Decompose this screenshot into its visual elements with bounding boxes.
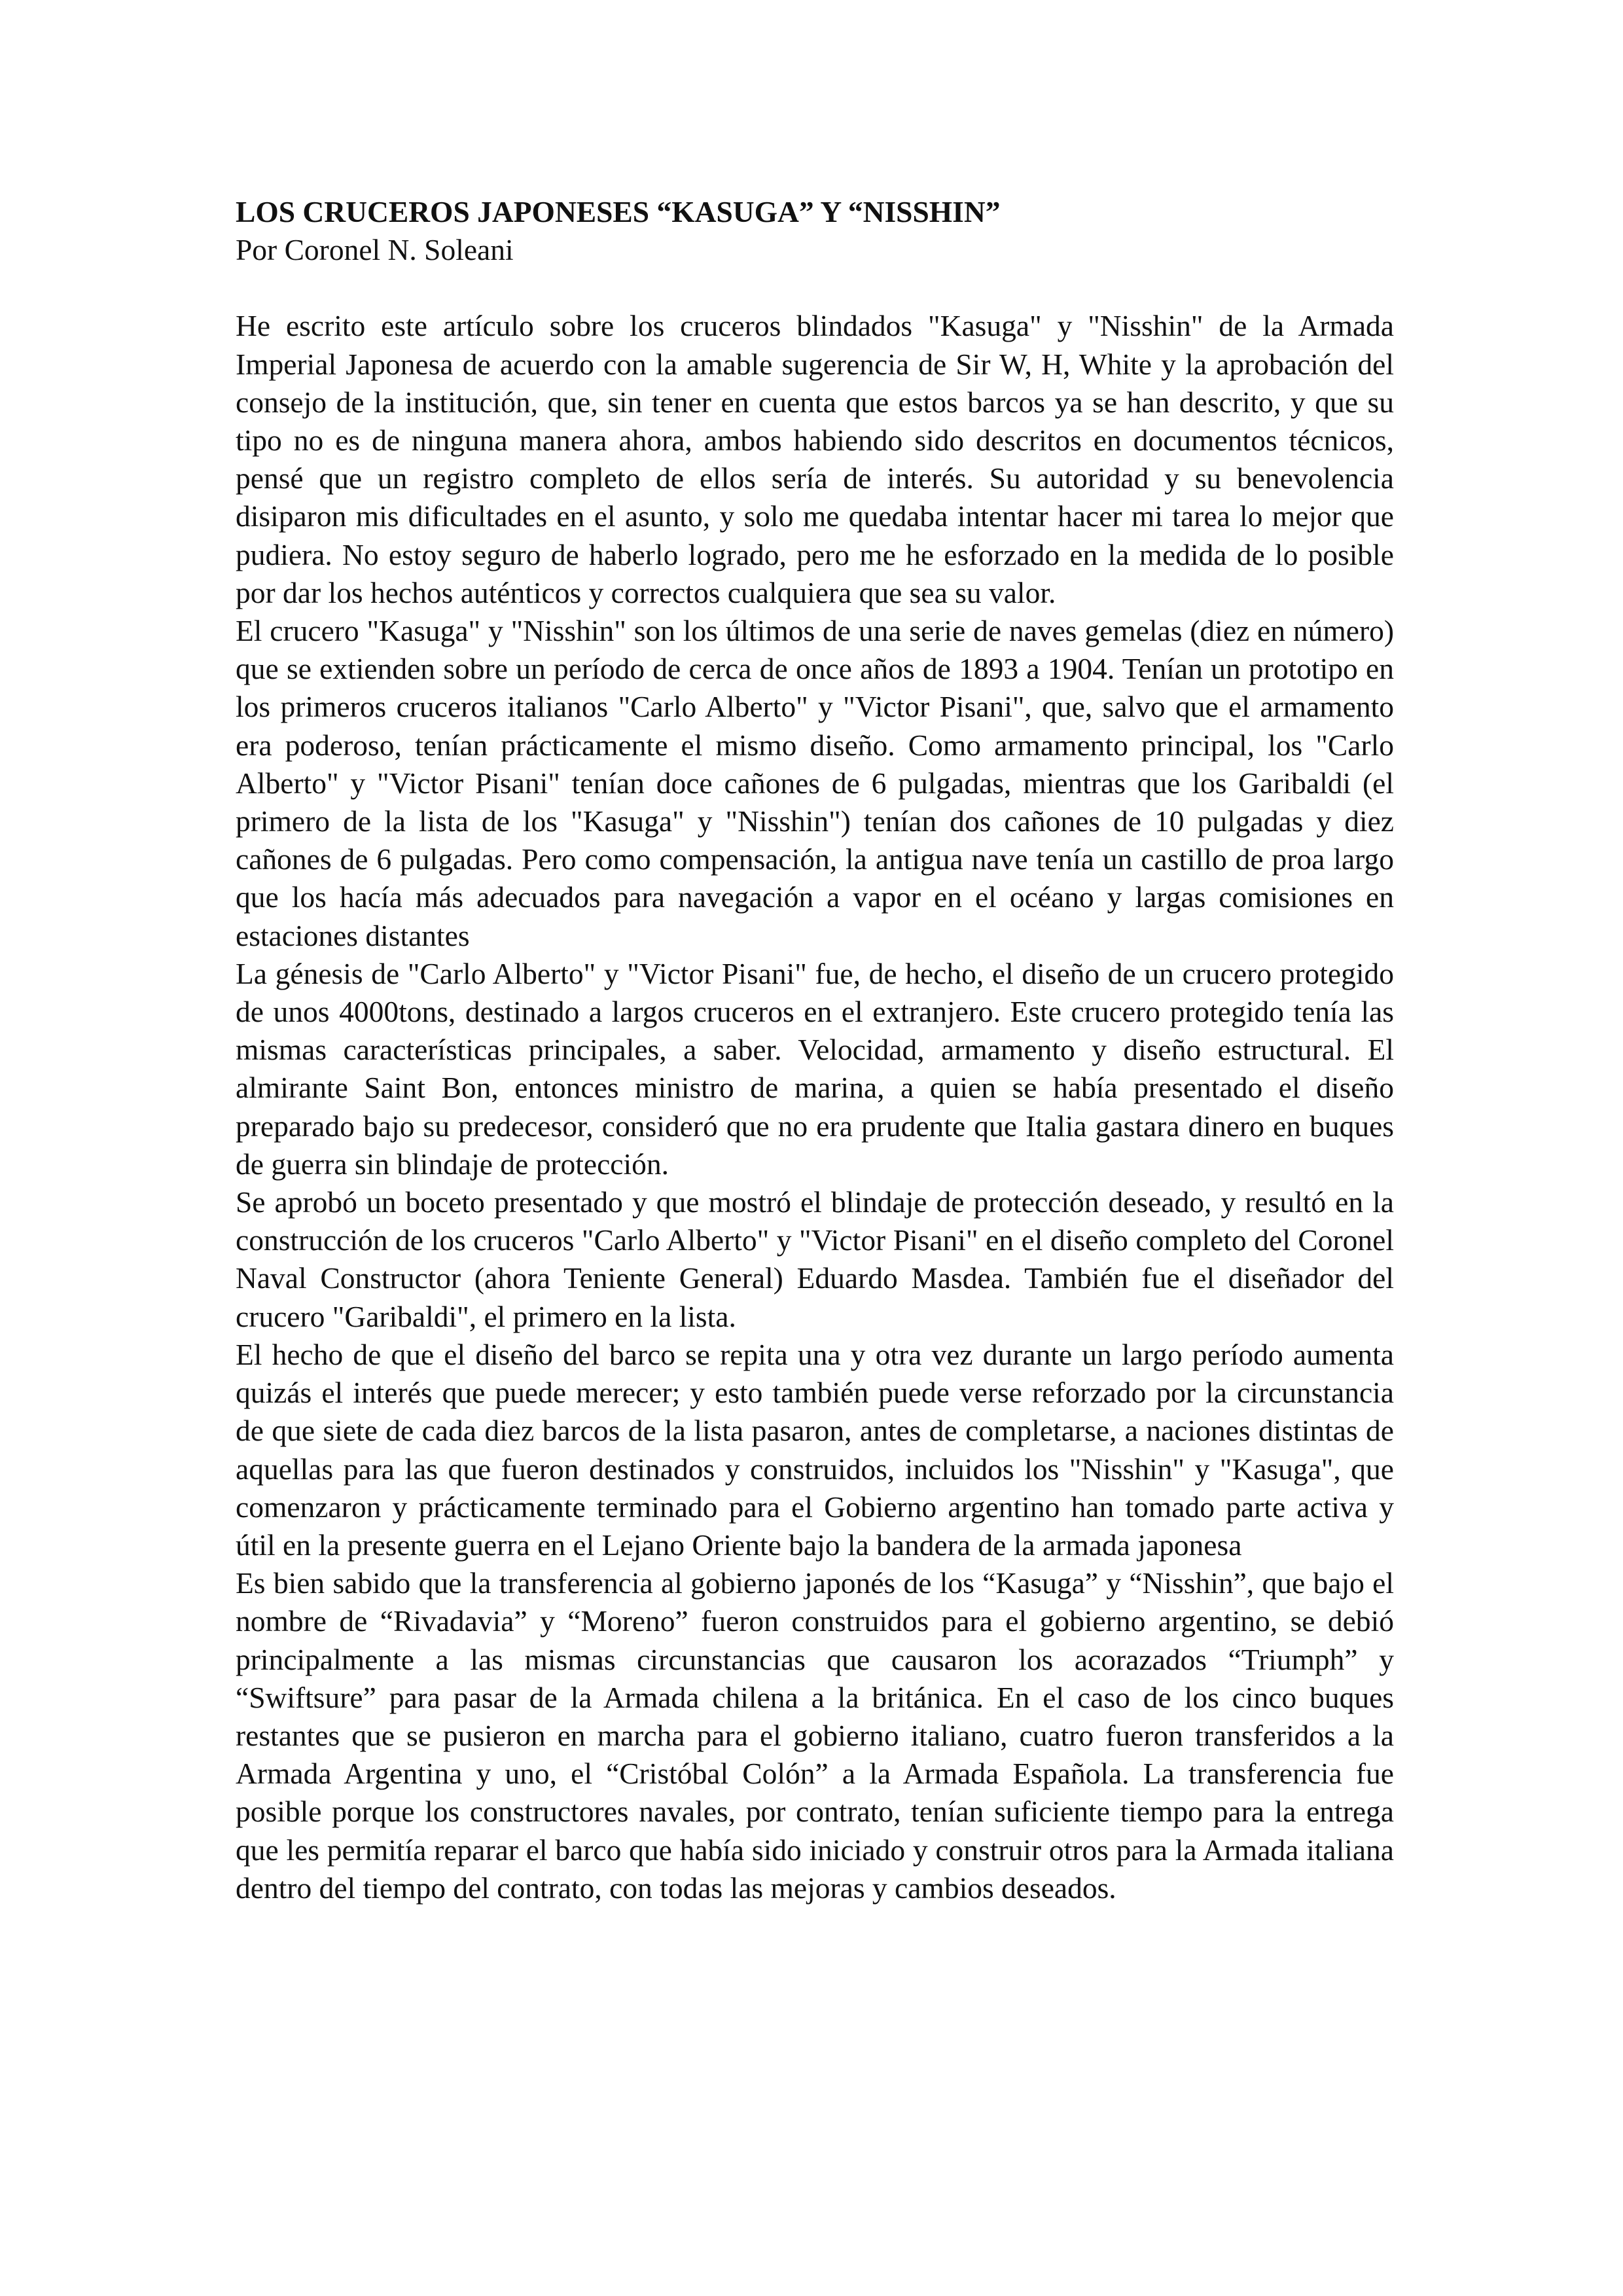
paragraph-2: El crucero "Kasuga" y "Nisshin" son los últimos de una serie de naves gemelas (diez en número) que se extienden sobre un período de cerca de once años de 1893 a 1904. Tenían un prototipo en los primeros cruceros italianos "Carlo Alberto" y "Victor Pisani", que, salvo que el armamento era poderoso, tenían prácticamente el mismo diseño. Como armamento principal, los "Carlo Alberto" y "Victor Pisani" tenían doce cañones de 6 pulgadas, mientras que los Garibaldi (el primero de la lista de los "Kasuga" y "Nisshin") tenían dos cañones de 10 pulgadas y diez cañones de 6 pulgadas. Pero como compensación, la antigua nave tenía un castillo de proa largo que los hacía más adecuados para navegación a vapor en el océano y largas comisiones en estaciones distantes [236,614,1394,952]
spacer [236,269,1394,307]
paragraph-3: La génesis de "Carlo Alberto" y "Victor Pisani" fue, de hecho, el diseño de un crucero protegido de unos 4000tons, destinado a largos cruceros en el extranjero. Este crucero protegido tenía las mismas características principales, a saber. Velocidad, armamento y diseño estructural. El almirante Saint Bon, entonces ministro de marina, a quien se había presentado el diseño preparado bajo su predecesor, consideró que no era prudente que Italia gastara dinero en buques de guerra sin blindaje de protección. [236,956,1394,1181]
paragraph-5: El hecho de que el diseño del barco se repita una y otra vez durante un largo período aumenta quizás el interés que puede merecer; y esto también puede verse reforzado por la circunstancia de que siete de cada diez barcos de la lista pasaron, antes de completarse, a naciones distintas de aquellas para las que fueron destinados y construidos, incluidos los "Nisshin" y "Kasuga", que comenzaron y prácticamente terminado para el Gobierno argentino han tomado parte activa y útil en la presente guerra en el Lejano Oriente bajo la bandera de la armada japonesa [236,1337,1394,1562]
paragraph-1: He escrito este artículo sobre los cruceros blindados "Kasuga" y "Nisshin" de la Armada Imperial Japonesa de acuerdo con la amable sugerencia de Sir W, H, White y la aprobación del consejo de la institución, que, sin tener en cuenta que estos barcos ya se han descrito, y que su tipo no es de ninguna manera ahora, ambos habiendo sido descritos en documentos técnicos, pensé que un registro completo de ellos sería de interés. Su autoridad y su benevolencia disiparon mis dificultades en el asunto, y solo me quedaba intentar hacer mi tarea lo mejor que pudiera. No estoy seguro de haberlo logrado, pero me he esforzado en la medida de lo posible por dar los hechos auténticos y correctos cualquiera que sea su valor. [236,309,1394,609]
document-byline: Por Coronel N. Soleani [236,233,514,267]
paragraph-4: Se aprobó un boceto presentado y que mostró el blindaje de protección deseado, y resultó en la construcción de los cruceros "Carlo Alberto" y "Victor Pisani" en el diseño completo del Coronel Naval Constructor (ahora Teniente General) Eduardo Masdea. También fue el diseñador del crucero "Garibaldi", el primero en la lista. [236,1185,1394,1333]
paragraph-6: Es bien sabido que la transferencia al gobierno japonés de los “Kasuga” y “Nisshin”, que bajo el nombre de “Rivadavia” y “Moreno” fueron construidos para el gobierno argentino, se debió principalmente a las mismas circunstancias que causaron los acorazados “Triumph” y “Swiftsure” para pasar de la Armada chilena a la británica. En el caso de los cinco buques restantes que se pusieron en marcha para el gobierno italiano, cuatro fueron transferidos a la Armada Argentina y uno, el “Cristóbal Colón” a la Armada Española. La transferencia fue posible porque los constructores navales, por contrato, tenían suficiente tiempo para la entrega que les permitía reparar el barco que había sido iniciado y construir otros para la Armada italiana dentro del tiempo del contrato, con todas las mejoras y cambios deseados. [236,1566,1394,1905]
document-page [236,193,1394,1907]
document-title: LOS CRUCEROS JAPONESES “KASUGA” Y “NISSHIN” [236,195,1001,228]
